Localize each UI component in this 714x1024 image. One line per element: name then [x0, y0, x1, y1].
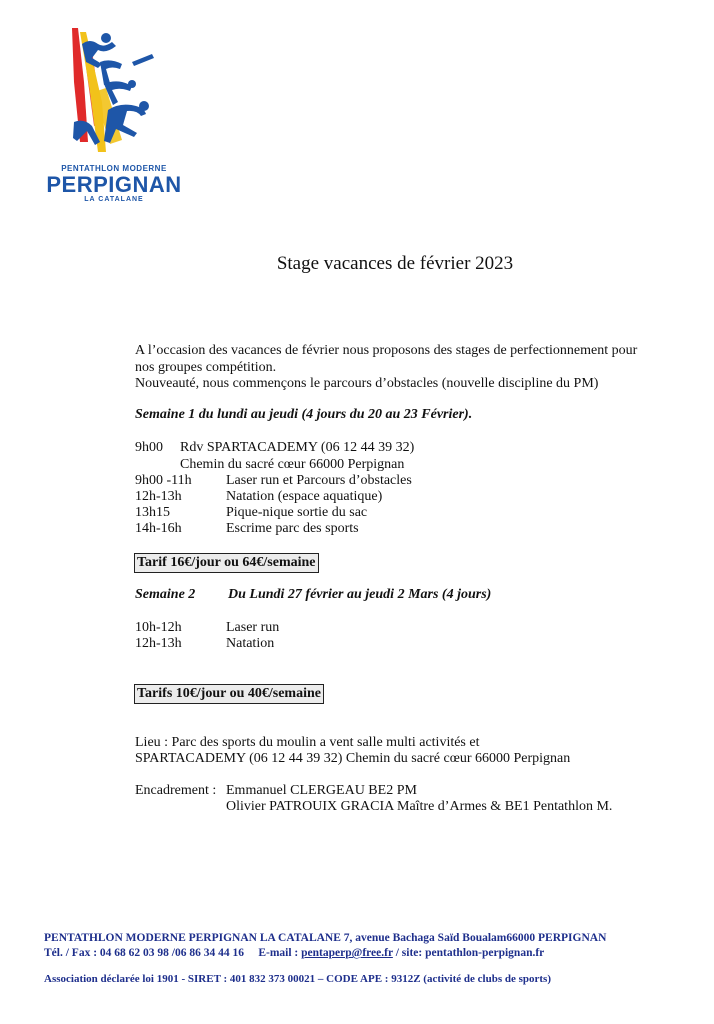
week2-activity-2: Natation	[226, 636, 275, 651]
athletes-emblem-icon	[44, 22, 184, 167]
week1-activity-3: Pique-nique sortie du sac	[226, 505, 368, 520]
week1-rdv-text: Rdv SPARTACADEMY (06 12 44 39 32)	[180, 440, 415, 455]
week1-time-4: 14h-16h	[135, 521, 182, 536]
intro-line-2: nos groupes compétition.	[135, 360, 277, 375]
week2-tarif-box: Tarifs 10€/jour ou 40€/semaine	[134, 684, 324, 704]
week1-activity-2: Natation (espace aquatique)	[226, 489, 383, 504]
week1-activity-4: Escrime parc des sports	[226, 521, 359, 536]
week2-time-1: 10h-12h	[135, 620, 182, 635]
week1-heading: Semaine 1 du lundi au jeudi (4 jours du 20 au 23 Février).	[135, 407, 473, 422]
week1-time-2: 12h-13h	[135, 489, 182, 504]
week1-time-1: 9h00 -11h	[135, 473, 192, 488]
week2-heading: Du Lundi 27 février au jeudi 2 Mars (4 jours)	[228, 587, 492, 602]
footer-contact	[44, 947, 544, 959]
week1-activity-1: Laser run et Parcours d’obstacles	[226, 473, 412, 488]
encadrement-person-1: Emmanuel CLERGEAU BE2 PM	[226, 783, 417, 798]
intro-line-3: Nouveauté, nous commençons le parcours d’obstacles (nouvelle discipline du PM)	[135, 376, 599, 391]
logo-tagline: LA CATALANE	[84, 196, 144, 203]
week1-time-3: 13h15	[135, 505, 170, 520]
footer-email-link[interactable]: pentaperp@free.fr	[301, 947, 393, 959]
footer-address: PENTATHLON MODERNE PERPIGNAN LA CATALANE 7, avenue Bachaga Saïd Boualam66000 PERPIGNAN	[44, 932, 607, 944]
page-title: Stage vacances de février 2023	[276, 253, 514, 274]
intro-line-1: A l’occasion des vacances de février nous proposons des stages de perfectionnement pour	[135, 343, 638, 358]
week2-activity-1: Laser run	[226, 620, 280, 635]
logo-name: PERPIGNAN	[46, 172, 182, 197]
week1-tarif-box: Tarif 16€/jour ou 64€/semaine	[134, 553, 319, 573]
week1-rdv-time: 9h00	[135, 440, 163, 455]
week1-rdv-address: Chemin du sacré cœur 66000 Perpignan	[180, 457, 405, 472]
lieu-line-1: Lieu : Parc des sports du moulin a vent salle multi activités et	[135, 735, 480, 750]
lieu-line-2: SPARTACADEMY (06 12 44 39 32) Chemin du sacré cœur 66000 Perpignan	[135, 751, 571, 766]
club-logo	[44, 22, 184, 212]
encadrement-label: Encadrement :	[135, 783, 217, 798]
footer-site: / site: pentathlon-perpignan.fr	[392, 947, 545, 959]
week2-time-2: 12h-13h	[135, 636, 182, 651]
week2-label: Semaine 2	[135, 587, 196, 602]
logo-subtitle: PENTATHLON MODERNE	[61, 164, 167, 173]
footer-legal: Association déclarée loi 1901 - SIRET : 401 832 373 00021 – CODE APE : 9312Z (activité de clubs de sports)	[44, 973, 552, 985]
footer-phone: Tél. / Fax : 04 68 62 03 98 /06 86 34 44 16 E-mail :	[44, 947, 302, 959]
encadrement-person-2: Olivier PATROUIX GRACIA Maître d’Armes & BE1 Pentathlon M.	[226, 799, 613, 814]
